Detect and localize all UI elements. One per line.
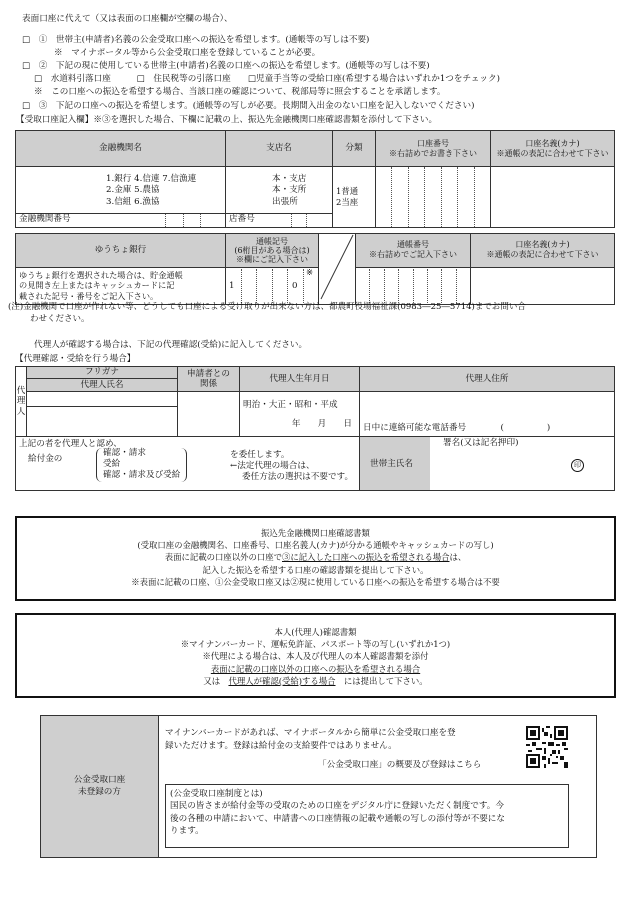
kokin-side-title: 公金受取口座 bbox=[73, 775, 126, 785]
branch-code-label: 店番号 bbox=[229, 214, 255, 224]
yucho-instruction: ゆうちょ銀行を選択された場合は、貯金通帳 の見開き左上またはキャッシュカードに記 載された記号・番号をご記入下さい。 bbox=[16, 267, 226, 304]
bank-account-table bbox=[15, 130, 615, 228]
option-confirm[interactable]: 確認・請求 bbox=[103, 448, 146, 458]
phone-field[interactable]: 日中に連絡可能な電話番号 ( ) bbox=[363, 423, 551, 434]
header-birthdate: 代理人生年月日 bbox=[240, 367, 360, 392]
agent-side-label: 代理人 bbox=[16, 367, 27, 437]
header-agent-name: 代理人氏名 bbox=[27, 379, 178, 392]
header-branch: 支店名 bbox=[226, 131, 333, 167]
note-line-1: (注)金融機関で口座が作れない等、どうしても口座による受け取りが出来ない方は、都農町役場福祉課(0983―25―5714)までお問い合 bbox=[8, 302, 526, 312]
yucho-code-input[interactable]: 1 0 ※ bbox=[226, 267, 319, 304]
agent-name-input[interactable] bbox=[27, 407, 178, 437]
address-input[interactable] bbox=[360, 392, 615, 437]
header-address: 代理人住所 bbox=[360, 367, 615, 392]
agent-intro: 代理人が確認する場合は、下記の代理確認(受給)に記入してください。 bbox=[34, 340, 308, 350]
header-relation: 申請者との 関係 bbox=[178, 367, 240, 392]
option-1-note: ※ マイナポータル等から公金受取口座を登録していることが必要。 bbox=[54, 48, 321, 58]
yucho-name-input[interactable] bbox=[471, 267, 615, 304]
yucho-header-name: 口座名義(カナ) ※通帳の表記に合わせて下さい bbox=[471, 234, 615, 268]
option-2-sub-checkboxes[interactable]: □ 水道料引落口座 □ 住民税等の引落口座 □児童手当等の受給口座(希望する場合はいずれか1つをチェック) bbox=[34, 74, 500, 84]
delegation-cell: 上記の者を代理人と認め、 給付金の 確認・請求 受給 確認・請求及び受給 を委任します。 ←法定代理の場合は、 委任方法の選択は不要です。 bbox=[16, 437, 360, 491]
agent-section-title: 【代理確認・受給を行う場合】 bbox=[15, 354, 136, 364]
birthdate-input[interactable]: 明治・大正・昭和・平成 年 月 日 bbox=[240, 392, 360, 437]
intro-line-1: 表面口座に代えて（又は表面の口座欄が空欄の場合）、 bbox=[22, 14, 233, 24]
yucho-slash-cell bbox=[319, 234, 356, 305]
yucho-number-input[interactable] bbox=[356, 267, 471, 304]
bank-document-title: 振込先金融機関口座確認書類 bbox=[261, 528, 370, 538]
yucho-header-bank: ゆうちょ銀行 bbox=[16, 234, 226, 268]
yucho-header-code: 通帳記号 (6桁目がある場合は) ※欄にご記入下さい bbox=[226, 234, 319, 268]
agent-table bbox=[15, 366, 615, 491]
account-section-title: 【受取口座記入欄】※③を選択した場合、下欄に記載の上、振込先金融機関口座確認書類を添付して下さい。 bbox=[16, 115, 438, 125]
branch-code-input[interactable] bbox=[276, 214, 322, 227]
sign-label: 署名(又は記名押印) bbox=[443, 438, 519, 448]
account-number-input[interactable] bbox=[376, 167, 491, 228]
relation-input[interactable] bbox=[178, 392, 240, 437]
option-2-checkbox-line[interactable]: □ ② 下記の現に使用している世帯主(申請者)名義の口座への振込を希望します。(通帳等の写しは不要) bbox=[22, 61, 430, 71]
bank-code-label: 金融機関番号 bbox=[19, 214, 71, 224]
head-label: 世帯主氏名 bbox=[370, 459, 413, 469]
option-1-checkbox-line[interactable]: □ ① 世帯主(申請者)名義の公金受取口座への振込を希望します。(通帳等の写しは不要) bbox=[22, 35, 370, 45]
account-name-input[interactable] bbox=[491, 167, 615, 228]
option-3-checkbox-line[interactable]: □ ③ 下記の口座への振込を希望します。(通帳等の写しが必要。長期間入出金のない口座を記入しないでください) bbox=[22, 101, 475, 111]
qr-code-icon[interactable] bbox=[526, 726, 568, 768]
delegation-options[interactable] bbox=[96, 448, 187, 482]
bank-name-cell[interactable]: 1.銀行 4.信連 7.信漁連 2.金庫 5.農協 3.信組 6.漁協 金融機関番号 bbox=[16, 167, 226, 228]
slash-mark bbox=[319, 234, 355, 300]
delegation-consent: 上記の者を代理人と認め、 bbox=[19, 439, 122, 449]
signature-cell[interactable] bbox=[360, 437, 615, 491]
option-receive[interactable]: 受給 bbox=[103, 459, 121, 470]
kokin-link-text[interactable]: 「公金受取口座」の概要及び登録はこちら bbox=[318, 760, 482, 770]
branch-cell[interactable]: 本・支店 本・支所 出張所 店番号 bbox=[226, 167, 333, 228]
bank-code-input[interactable] bbox=[149, 214, 217, 227]
header-type: 分類 bbox=[333, 131, 376, 167]
identity-document-title: 本人(代理人)確認書類 bbox=[274, 627, 357, 637]
seal-icon: 印 bbox=[571, 459, 584, 472]
type-cell[interactable]: 1普通 2当座 bbox=[333, 167, 376, 228]
bank-document-box: 振込先金融機関口座確認書類 (受取口座の金融機関名、口座番号、口座名義人(カナ)が分かる通帳やキャッシュカードの写し) 表面に記載の口座以外の口座で③に記入した口座への振込を希望される場合は、 記入した振込を希望する口座の確認書類を提出して下さい。 ※表面に記載の口座、①公金受取口座又は②現に使用している口座への振込を希望する場合は不要 bbox=[15, 516, 616, 601]
option-both[interactable]: 確認・請求及び受給 bbox=[103, 470, 181, 481]
identity-document-box: 本人(代理人)確認書類 ※マイナンバーカード、運転免許証、パスポート等の写し(いずれか1つ) ※代理による場合は、本人及び代理人の本人確認書類を添付 表面に記載の口座以外の口座への振込を希望される場合 又は 代理人が確認(受給)する場合 には提出して下さい。 bbox=[15, 613, 616, 698]
yucho-header-number: 通帳番号 ※右詰めでご記入下さい bbox=[356, 234, 471, 268]
header-furigana: フリガナ bbox=[27, 367, 178, 379]
kokin-box: 公金受取口座 未登録の方 マイナンバーカードがあれば、マイナポータルから簡単に公金受取口座を登 録いただけます。登録は給付金の支給要件ではありません。 「公金受取口座」の概要及び登録はこちら (公金受取口座制度とは) 国民の皆さまが給付金等の受取のための口座をデジタル庁に登録いただく制度です。今 後の各種の申請において、申請書への口座情報の記載や通帳の写しの添付等が不要にな ります。 bbox=[40, 715, 597, 858]
option-2-note: ※ この口座への振込を希望する場合、当該口座の確認について、税部局等に照会することを承諾します。 bbox=[34, 87, 446, 97]
header-account-number: 口座番号 ※右詰めでお書き下さい bbox=[376, 131, 491, 167]
yucho-table bbox=[15, 233, 615, 305]
note-line-2: わせください。 bbox=[30, 314, 90, 324]
header-account-name: 口座名義(カナ) ※通帳の表記に合わせて下さい bbox=[491, 131, 615, 167]
furigana-input[interactable] bbox=[27, 392, 178, 407]
header-bank-name: 金融機関名 bbox=[16, 131, 226, 167]
kokin-explanation: (公金受取口座制度とは) 国民の皆さまが給付金等の受取のための口座をデジタル庁に登録いただく制度です。今 後の各種の申請において、申請書への口座情報の記載や通帳の写しの添付等が不要にな ります。 bbox=[165, 784, 569, 848]
